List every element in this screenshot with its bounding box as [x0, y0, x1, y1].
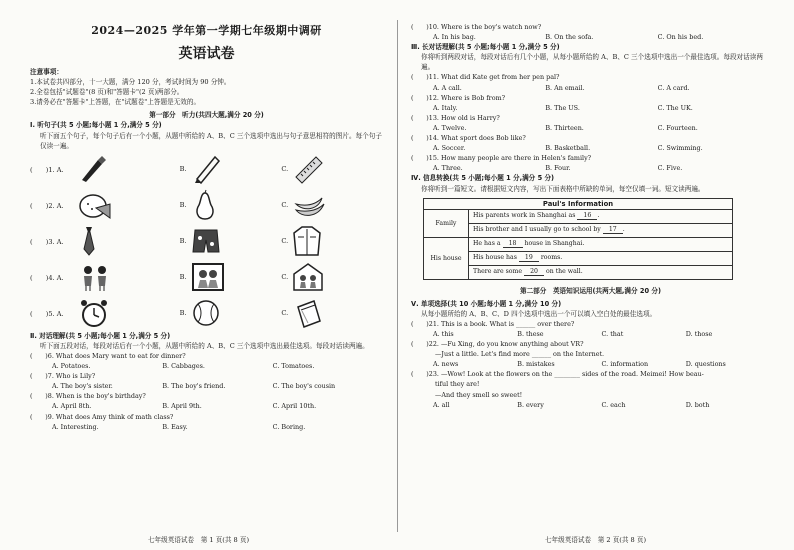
option-c: C. each: [601, 400, 626, 409]
answer-blank-20[interactable]: 20: [524, 268, 544, 276]
option-a: A. all: [433, 400, 450, 409]
pencil-icon: [191, 153, 223, 185]
answer-blank-16[interactable]: 16: [577, 212, 597, 220]
sec4-heading: Ⅳ. 信息转换(共 5 小题;每小题 1 分,满分 5 分): [411, 174, 555, 183]
option-b: B. every: [517, 400, 544, 409]
option-d: D. those: [685, 329, 713, 338]
cell-text: rooms.: [540, 254, 563, 262]
option-a: A. Three.: [433, 164, 463, 173]
shorts-icon: [191, 226, 221, 256]
photo-frame-icon: [191, 262, 225, 292]
option-b: B. Four.: [545, 164, 571, 173]
sec5-heading: Ⅴ. 单项选择(共 10 小题;每小题 1 分,满分 10 分): [411, 299, 562, 308]
sec4-instructions: 你将听到一篇短文。请根据短文内容，写出下面表格中所缺的单词，每空仅填一词。短文读两遍。: [421, 184, 705, 193]
cell-text: There are some: [473, 268, 523, 276]
option-a: A. Interesting.: [52, 422, 99, 431]
sec1-instructions: 听下面五个句子，每个句子后有一个小题，从题中所给的 A、B、C 三个选项中选出与句子意思相符的图片。每个句子仅读一遍。: [40, 131, 382, 150]
question-text: ( )9. What does Amy think of math class?: [30, 412, 174, 421]
option-label: C.: [281, 236, 289, 245]
note-3: 3.请务必在"答题卡"上答题，在"试题卷"上答题是无效的。: [30, 98, 201, 107]
question-text: ( )6. What does Mary want to eat for dinner?: [30, 351, 186, 360]
row-label-family: Family: [424, 209, 469, 237]
question-text: ( )12. Where is Bob from?: [411, 93, 506, 102]
option-a: A. Italy.: [433, 103, 458, 112]
part1-heading: 第一部分 听力(共四大题,满分 20 分): [149, 111, 264, 120]
question-text: ( )21. This is a book. What is ______ over there?: [411, 319, 575, 328]
option-c: C. Fourteen.: [657, 123, 698, 132]
option-b: B. Easy.: [162, 422, 188, 431]
question-text: ( )14. What sport does Bob like?: [411, 134, 526, 143]
option-label: C.: [281, 200, 289, 209]
question-text: ( )11. What did Kate get from her pen pal?: [411, 73, 560, 82]
option-c: C. Boring.: [272, 422, 306, 431]
question-text-cont: tiful they are!: [435, 380, 480, 389]
option-a: A. The boy's sister.: [52, 382, 113, 391]
option-a: A. Soccer.: [433, 144, 466, 153]
cell-text: .: [622, 226, 625, 234]
row-label-house: His house: [424, 237, 469, 279]
table-row: [424, 265, 733, 279]
question-number: ( )2. A.: [30, 201, 64, 210]
cell-text: His brother and I usually go to school by: [473, 226, 601, 234]
option-c: C. Swimming.: [657, 144, 703, 153]
option-b: B. An email.: [545, 83, 585, 92]
question-6: [30, 351, 383, 371]
note-1: 1.本试卷共四部分，十一大题，满分 120 分，考试时间为 90 分钟。: [30, 78, 231, 87]
alarm-clock-icon: [78, 297, 110, 329]
option-a: A. Potatoes.: [52, 362, 91, 371]
sec2-instructions: 听下面五段对话，每段对话后有一个小题，从题中所给的 A、B、C 三个选项中选出最佳选项。每段对话读两遍。: [40, 341, 369, 350]
option-d: D. both: [685, 400, 710, 409]
sec2-heading: Ⅱ. 对话理解(共 5 小题;每小题 1 分,满分 5 分): [30, 331, 171, 340]
option-c: C. Tomatoes.: [272, 362, 315, 371]
exam-title: 2024—2025 学年第一学期七年级期中调研: [91, 24, 322, 37]
part2-heading: 第二部分 英语知识运用(共两大题,满分 20 分): [520, 286, 661, 295]
answer-blank-17[interactable]: 17: [603, 226, 623, 234]
question-text: ( )10. Where is the boy's watch now?: [411, 23, 542, 31]
page-footer: 七年级英语试卷 第 1 页(共 8 页): [147, 536, 250, 544]
option-c: C. A card.: [657, 83, 690, 92]
question-text-cont: —And they smell so sweet!: [435, 390, 523, 399]
option-c: C. Five.: [657, 164, 683, 173]
option-b: B. The US.: [545, 103, 580, 112]
question-7: [30, 371, 383, 391]
option-a: A. April 8th.: [52, 402, 92, 411]
option-label: B.: [179, 272, 187, 281]
option-b: B. mistakes: [517, 360, 555, 369]
question-14: [411, 133, 770, 153]
option-c: C. On his bed.: [657, 33, 704, 42]
sec3-instructions: 你将听到两段对话，每段对话后有几个小题，从每小题所给的 A、B、C 三个选项中选出一个最佳选项。每段对话读两遍。: [421, 53, 763, 72]
sec1-heading: Ⅰ. 听句子(共 5 小题;每小题 1 分,满分 5 分): [30, 121, 162, 130]
tie-icon: [78, 225, 100, 257]
table-title: Paul's Information: [424, 198, 733, 209]
question-text: ( )23. —Wow! Look at the flowers on the ________ sides of the road. Meimei! How beau-: [411, 370, 704, 379]
note-2: 2.全卷包括"试题卷"(8 页)和"答题卡"(2 页)两部分。: [30, 88, 184, 97]
option-c: C. The UK.: [657, 103, 693, 112]
table-row: [424, 209, 733, 223]
option-d: D. questions: [685, 360, 726, 369]
option-label: B.: [179, 308, 187, 317]
question-12: [411, 93, 770, 113]
cell-text: on the wall.: [546, 268, 583, 276]
option-c: C. April 10th.: [272, 402, 317, 411]
option-label: C.: [281, 164, 289, 173]
pic-row-3: [30, 223, 383, 259]
baseball-icon: [191, 298, 221, 328]
option-b: B. Basketball.: [545, 144, 591, 153]
question-number: ( )5. A.: [30, 309, 64, 318]
watermelon-icon: [78, 190, 112, 220]
question-text-cont: —Just a little. Let's find more ______ on the Internet.: [435, 350, 605, 359]
question-number: ( )1. A.: [30, 165, 64, 174]
option-b: B. these: [517, 329, 544, 338]
option-c: C. information: [601, 360, 649, 369]
table-row: [424, 237, 733, 251]
pic-row-2: [30, 187, 383, 223]
option-label: C.: [281, 272, 289, 281]
question-23: [411, 369, 770, 409]
info-table: [423, 198, 733, 280]
book-icon: [292, 297, 324, 329]
answer-blank-18[interactable]: 18: [503, 240, 523, 248]
question-11: [411, 72, 770, 92]
table-row: [424, 251, 733, 265]
question-text: ( )22. —Fu Xing, do you know anything about VR?: [411, 340, 584, 349]
option-b: B. The boy's friend.: [162, 382, 226, 391]
option-b: B. On the sofa.: [545, 33, 594, 42]
banana-icon: [292, 190, 326, 220]
question-text: ( )13. How old is Harry?: [411, 113, 500, 122]
exam-subtitle: 英语试卷: [178, 46, 235, 62]
question-text: ( )8. When is the boy's birthday?: [30, 392, 146, 401]
option-a: A. A call.: [433, 83, 462, 92]
option-label: C.: [281, 308, 289, 317]
option-a: A. Twelve.: [433, 123, 467, 132]
pic-row-1: [30, 151, 383, 187]
right-page: [397, 0, 794, 550]
option-label: B.: [179, 200, 187, 209]
question-15: [411, 153, 770, 173]
question-text: ( )15. How many people are there in Helen's family?: [411, 154, 592, 163]
question-9: [30, 412, 383, 432]
cell-text: His house has: [473, 254, 517, 262]
question-text: ( )7. Who is Lily?: [30, 372, 96, 381]
sec5-instructions: 从每小题所给的 A、B、C、D 四个选项中选出一个可以填入空白处的最佳选项。: [421, 309, 657, 318]
cell-text: .: [597, 212, 600, 220]
family-picture-icon: [292, 262, 324, 292]
option-b: B. Cabbages.: [162, 362, 205, 371]
question-22: [411, 339, 770, 369]
answer-blank-19[interactable]: 19: [519, 254, 539, 262]
question-number: ( )4. A.: [30, 273, 64, 282]
page-footer: 七年级英语试卷 第 2 页(共 8 页): [544, 536, 647, 544]
option-c: C. that: [601, 329, 624, 338]
ruler-icon: [292, 153, 324, 185]
pen-icon: [78, 154, 108, 184]
pear-icon: [191, 189, 219, 221]
cell-text: house in Shanghai.: [524, 240, 585, 248]
question-number: ( )3. A.: [30, 237, 64, 246]
option-b: B. Thirteen.: [545, 123, 584, 132]
pic-row-4: [30, 259, 383, 295]
sec3-heading: Ⅲ. 长对话理解(共 5 小题;每小题 1 分,满分 5 分): [411, 43, 560, 52]
option-a: A. this: [433, 329, 454, 338]
question-8: [30, 391, 383, 411]
cell-text: He has a: [473, 240, 501, 248]
option-b: B. April 9th.: [162, 402, 202, 411]
jacket-icon: [292, 225, 322, 257]
question-10: [411, 22, 770, 42]
cell-text: His parents work in Shanghai as: [473, 212, 576, 220]
children-icon: [78, 262, 112, 292]
table-row: [424, 223, 733, 237]
option-a: A. news: [433, 360, 459, 369]
notes-heading: 注意事项：: [30, 68, 63, 76]
option-label: B.: [179, 164, 187, 173]
option-a: A. In his bag.: [433, 33, 476, 42]
pic-row-5: [30, 295, 383, 331]
question-13: [411, 113, 770, 133]
option-label: B.: [179, 236, 187, 245]
question-21: [411, 319, 770, 339]
option-c: C. The boy's cousin: [272, 382, 336, 391]
